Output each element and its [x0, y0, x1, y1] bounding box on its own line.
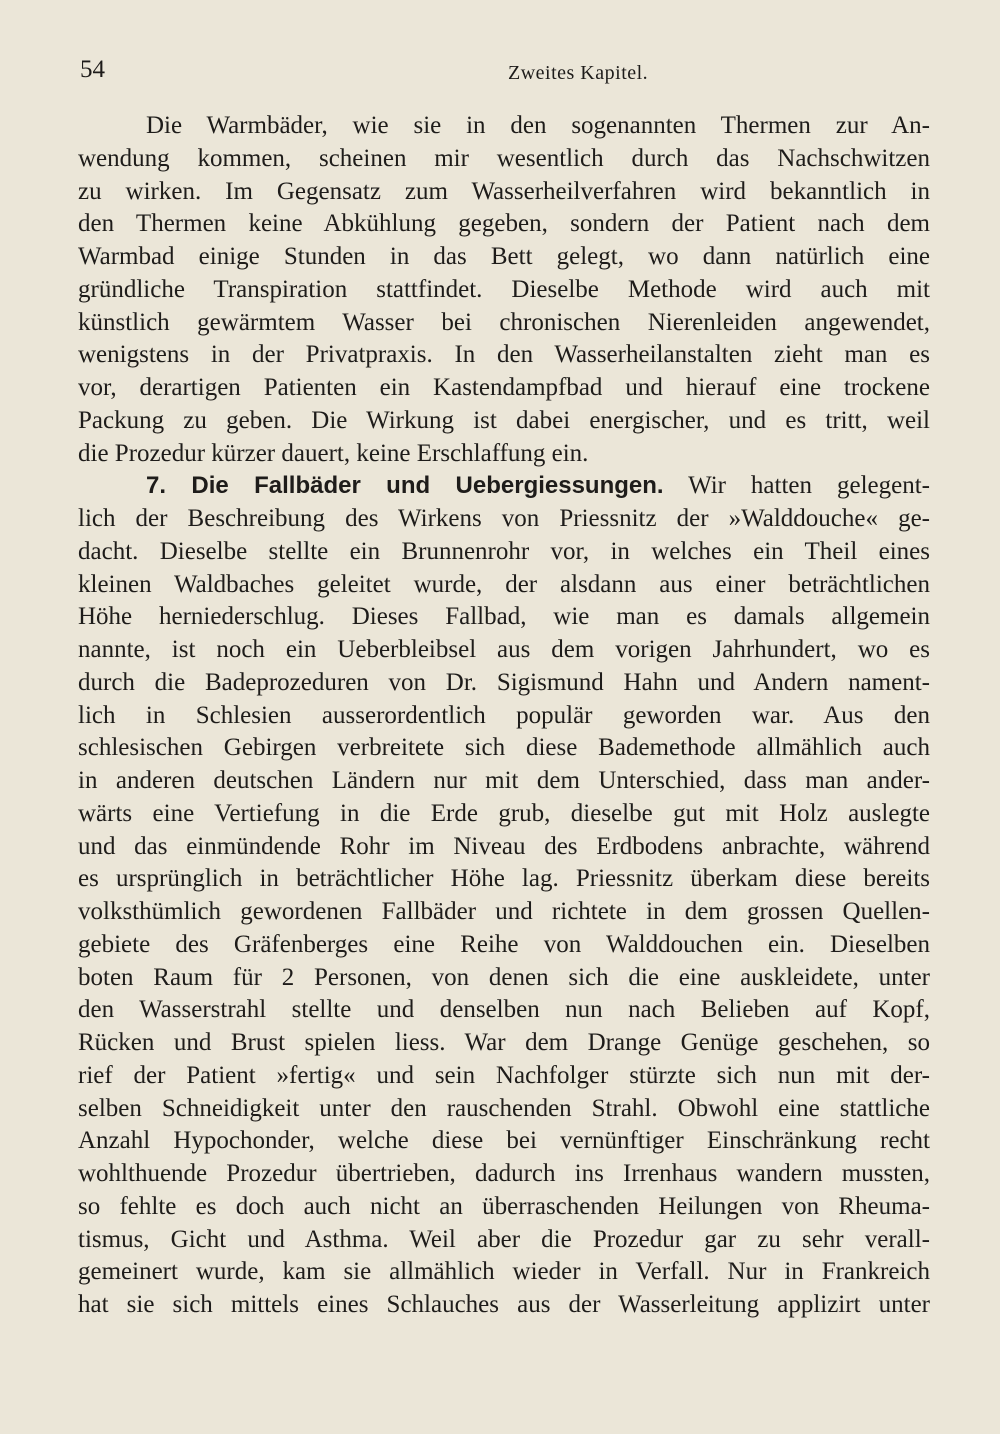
line-text: selben Schneidigkeit unter den rauschenden Strahl. Obwohl eine stattliche: [78, 1094, 930, 1122]
text-line: [78, 307, 930, 340]
text-line: [78, 863, 930, 896]
line-text: boten Raum für 2 Personen, von denen sich die eine auskleidete, unter: [78, 963, 930, 991]
line-text: schlesischen Gebirgen verbreitete sich diese Bademethode allmählich auch: [78, 734, 930, 762]
text-line: [78, 110, 930, 143]
line-text: rief der Patient »fertig« und sein Nachfolger stürzte sich nun mit der-: [78, 1061, 930, 1089]
line-text: in anderen deutschen Ländern nur mit dem Unterschied, dass man ander-: [78, 767, 930, 794]
text-line: [78, 143, 930, 176]
text-line: [78, 634, 930, 667]
line-text: Wir hatten gelegent-: [688, 472, 930, 500]
text-line: [78, 1093, 930, 1126]
text-line: [78, 1027, 930, 1060]
text-line: [78, 601, 930, 634]
line-text: kleinen Waldbaches geleitet wurde, der alsdann aus einer beträchtlichen: [78, 570, 930, 598]
page-number: 54: [80, 56, 105, 83]
line-text: hat sie sich mittels eines Schlauches aus der Wasserleitung applizirt unter: [78, 1291, 930, 1318]
text-line: [78, 896, 930, 929]
line-text: gebiete des Gräfenberges eine Reihe von Walddouchen ein. Dieselben: [78, 930, 930, 958]
line-text: wendung kommen, scheinen mir wesentlich durch das Nachschwitzen: [78, 144, 930, 172]
line-text: die Prozedur kürzer dauert, keine Erschlaffung ein.: [78, 439, 589, 467]
text-line: [78, 1125, 930, 1158]
line-text: Die Warmbäder, wie sie in den sogenannten Thermen zur An-: [146, 112, 930, 139]
text-line: [78, 798, 930, 831]
text-line: [78, 176, 930, 209]
text-line: [78, 1289, 930, 1322]
text-line: [78, 929, 930, 962]
line-text: wärts eine Vertiefung in die Erde grub, dieselbe gut mit Holz auslegte: [78, 799, 930, 827]
line-text: Anzahl Hypochonder, welche diese bei vernünftiger Einschränkung recht: [78, 1127, 930, 1155]
line-text: Höhe herniederschlug. Dieses Fallbad, wie man es damals allgemein: [78, 603, 930, 631]
line-text: lich der Beschreibung des Wirkens von Priessnitz der »Walddouche« ge-: [78, 505, 930, 532]
line-text: den Thermen keine Abkühlung gegeben, sondern der Patient nach dem: [78, 210, 930, 238]
text-line: [78, 503, 930, 536]
line-text: volksthümlich gewordenen Fallbäder und richtete in dem grossen Quellen-: [78, 898, 930, 925]
line-text: wenigstens in der Privatpraxis. In den Wasserheilanstalten zieht man es: [78, 341, 930, 369]
line-text: wohlthuende Prozedur übertrieben, dadurch ins Irrenhaus wandern mussten,: [78, 1160, 930, 1187]
text-line: [78, 667, 930, 700]
line-text: gründliche Transpiration stattfindet. Dieselbe Methode wird auch mit: [78, 275, 930, 303]
text-line: [78, 569, 930, 602]
text-line: [78, 765, 930, 798]
line-text: und das einmündende Rohr im Niveau des Erdbodens anbrachte, während: [78, 832, 930, 860]
line-text: gemeinert wurde, kam sie allmählich wieder in Verfall. Nur in Frankreich: [78, 1258, 930, 1286]
text-line: [78, 732, 930, 765]
text-line: [78, 372, 930, 405]
text-line: [78, 339, 930, 372]
line-text: es ursprünglich in beträchtlicher Höhe lag. Priessnitz überkam diese bereits: [78, 865, 930, 893]
text-line: [78, 1224, 930, 1257]
text-line: [78, 241, 930, 274]
text-line: [78, 994, 930, 1027]
text-line: [78, 405, 930, 438]
line-text: Rücken und Brust spielen liess. War dem Drange Genüge geschehen, so: [78, 1029, 930, 1056]
text-line: [78, 700, 930, 733]
line-text: zu wirken. Im Gegensatz zum Wasserheilverfahren wird bekanntlich in: [78, 177, 930, 205]
text-line: [78, 208, 930, 241]
line-text: künstlich gewärmtem Wasser bei chronischen Nierenleiden angewendet,: [78, 308, 930, 336]
line-text: durch die Badeprozeduren von Dr. Sigismund Hahn und Andern nament-: [78, 668, 930, 696]
text-line: [78, 438, 930, 471]
text-line: [78, 1256, 930, 1289]
text-line: [78, 470, 930, 503]
line-text: vor, derartigen Patienten ein Kastendampfbad und hierauf eine trockene: [78, 374, 930, 401]
page-header: [78, 50, 930, 90]
running-title: Zweites Kapitel.: [508, 62, 649, 84]
line-text: nannte, ist noch ein Ueberbleibsel aus dem vorigen Jahrhundert, wo es: [78, 636, 930, 663]
text-line: [78, 1060, 930, 1093]
section-heading: 7. Die Fallbäder und Uebergiessungen.: [146, 472, 664, 500]
line-text: dacht. Dieselbe stellte ein Brunnenrohr vor, in welches ein Theil eines: [78, 537, 930, 565]
line-text: Packung zu geben. Die Wirkung ist dabei energischer, und es tritt, weil: [78, 406, 930, 434]
text-line: [78, 1158, 930, 1191]
text-line: [78, 274, 930, 307]
text-line: [78, 831, 930, 864]
text-line: [78, 1191, 930, 1224]
line-text: tismus, Gicht und Asthma. Weil aber die Prozedur gar zu sehr verall-: [78, 1225, 930, 1253]
text-line: [78, 536, 930, 569]
body-text: [78, 110, 930, 1322]
line-text: Warmbad einige Stunden in das Bett gelegt, wo dann natürlich eine: [78, 243, 930, 270]
line-text: den Wasserstrahl stellte und denselben nun nach Belieben auf Kopf,: [78, 996, 930, 1024]
line-text: so fehlte es doch auch nicht an überraschenden Heilungen von Rheuma-: [78, 1192, 930, 1220]
text-line: [78, 962, 930, 995]
line-text: lich in Schlesien ausserordentlich populär geworden war. Aus den: [78, 701, 930, 729]
